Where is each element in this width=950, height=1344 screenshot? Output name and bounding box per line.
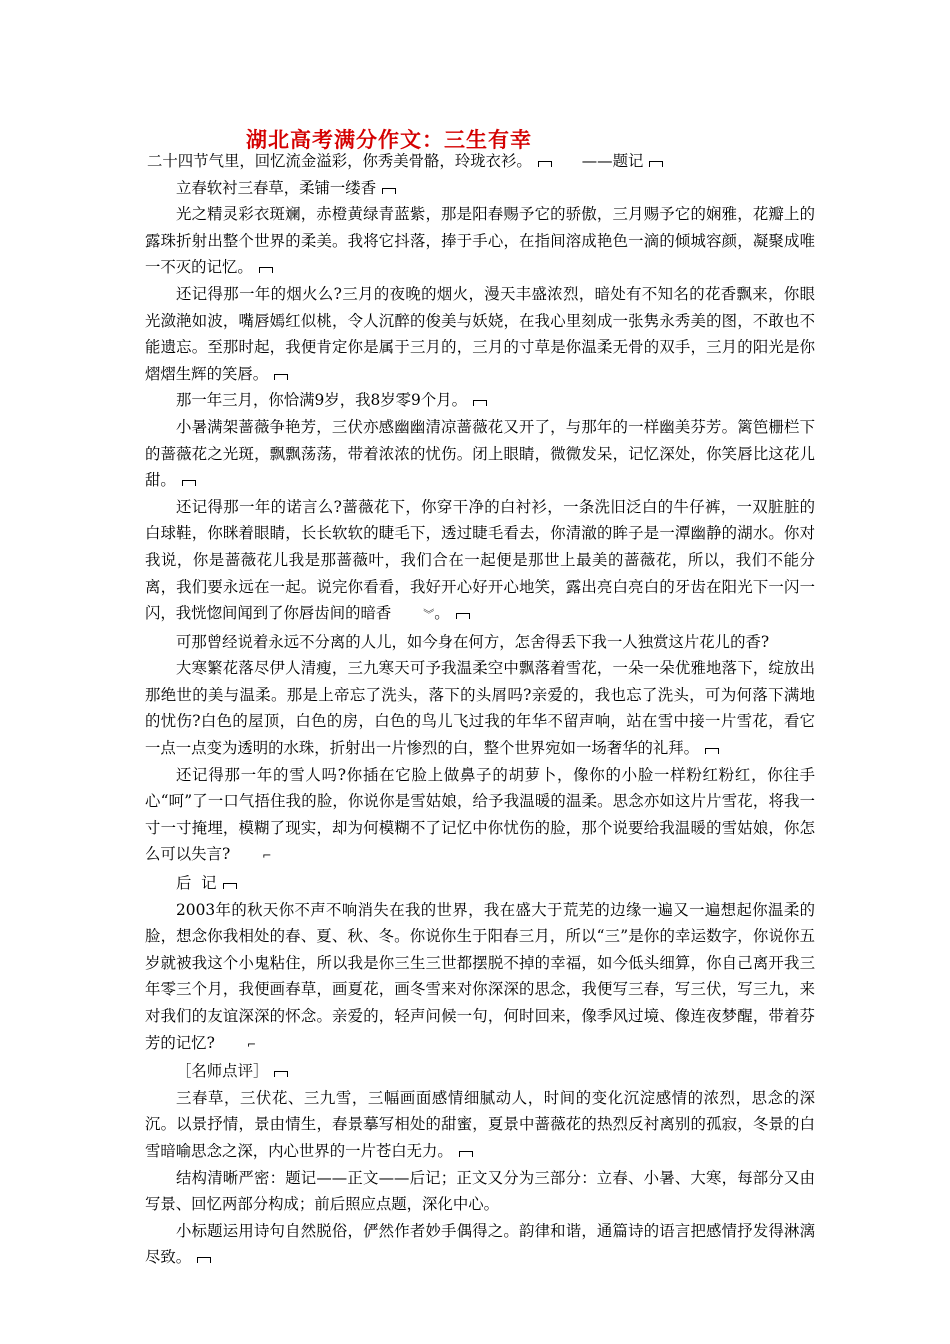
epigraph-label: ——题记 bbox=[581, 152, 644, 170]
paragraph-mark-icon bbox=[705, 748, 719, 754]
paragraph: 三春草，三伏花、三九雪，三幅画面感情细腻动人，时间的变化沉淀感情的浓烈，思念的深沉。以景抒情，景由情生，春景摹写相处的甜蜜，夏景中蔷薇花的热烈反衬离别的孤寂，冬景的白雪暗喻思念之深，内心世界的一片苍白无力。 bbox=[145, 1088, 815, 1160]
paragraph-mark-icon bbox=[197, 1257, 211, 1263]
paragraph: 2003年的秋天你不声不响消失在我的世界，我在盛大于荒芜的边缘一遍又一遍想起你温柔的脸，想念你我相处的春、夏、秋、冬。你说你生于阳春三月，所以“三”是你的幸运数字，你说你五岁就被我这个小鬼粘住，所以我是你三生三世都摆脱不掉的幸福，如今低头细算，你自己离开我三年零三个月，我便画春草，画夏花，画冬雪来对你深深的思念，我便写三春，写三伏，写三九，来对我们的友谊深深的怀念。亲爱的，轻声问候一句，何时回来，像季风过境、像连夜梦醒，带着芬芳的记忆? ⌐ bbox=[145, 897, 815, 1059]
end-mark-icon: ⌐ bbox=[246, 1037, 257, 1051]
paragraph-mark-icon bbox=[182, 480, 196, 486]
paragraph-mark-icon bbox=[259, 267, 273, 273]
paragraph-mark-icon bbox=[649, 161, 663, 167]
paragraph: 还记得那一年的烟火么?三月的夜晚的烟火，漫天丰盛浓烈，暗处有不知名的花香飘来，你眼光潋滟如波，嘴唇嫣红似桃，令人沉醉的俊美与妖娆，在我心里刻成一张隽永秀美的图，不敢也不能遗忘。至那时起，我便肯定你是属于三月的，三月的寸草是你温柔无骨的双手，三月的阳光是你熠熠生辉的笑唇。 bbox=[145, 284, 815, 383]
subheading-spring: 立春软衬三春草，柔铺一缕香 bbox=[145, 175, 815, 202]
paragraph-mark-icon bbox=[473, 400, 487, 406]
paragraph: 可那曾经说着永远不分离的人儿，如今身在何方，怎舍得丢下我一人独赏这片花儿的香? bbox=[176, 632, 770, 651]
paragraph: 还记得那一年的诺言么?蔷薇花下，你穿干净的白衬衫，一条洗旧泛白的牛仔裤，一双脏脏的白球鞋，你眯着眼睛，长长软软的睫毛下，透过睫毛看去，你清澈的眸子是一潭幽静的湖水。你对我说，你是蔷薇花儿我是那蔷薇叶，我们合在一起便是那世上最美的蔷薇花，所以，我们不能分离，我们要永远在一起。说完你看看，我好开心好开心地笑，露出亮白亮白的牙齿在阳光下一闪一闪，我恍惚间闻到了你唇齿间的暗香 ︾。 bbox=[145, 494, 815, 629]
epigraph-line bbox=[145, 148, 815, 175]
paragraph: 小标题运用诗句自然脱俗，俨然作者妙手偶得之。韵律和谐，通篇诗的语言把感情抒发得淋漓尽致。 bbox=[145, 1221, 815, 1267]
paragraph-mark-icon bbox=[274, 374, 288, 380]
subheading-summer: 小暑满架蔷薇争艳芳，三伏亦感幽幽清凉蔷薇花又开了，与那年的一样幽美芬芳。篱笆栅栏下的蔷薇花之光斑，飘飘荡荡，带着浓浓的忧伤。闭上眼睛，微微发呆，记忆深处，你笑唇比这花儿甜。 bbox=[145, 417, 815, 490]
subheading-winter: 大寒繁花落尽伊人清瘦，三九寒天可予我温柔空中飘落着雪花，一朵一朵优雅地落下，绽放出那绝世的美与温柔。那是上帝忘了洗头，落下的头屑吗?亲爱的，我也忘了洗头，可为何落下满地的忧伤?白色的屋顶，白色的房，白色的鸟儿飞过我的年华不留声响，站在雪中接一片雪花，看它一点一点变为透明的水珠，折射出一片惨烈的白，整个世界宛如一场奢华的礼拜。 bbox=[145, 659, 815, 758]
paragraph: 还记得那一年的雪人吗?你插在它脸上做鼻子的胡萝卜，像你的小脸一样粉红粉红，你往手心“呵”了一口气捂住我的脸，你说你是雪姑娘，给予我温暖的温柔。思念亦如这片片雪花，将我一寸一寸掩埋，模糊了现实，却为何模糊不了记忆中你忧伤的脸，那个说要给我温暖的雪姑娘，你怎么可以失言? ⌐ bbox=[145, 762, 815, 870]
paragraph-mark-icon bbox=[538, 161, 552, 167]
scent-symbol-icon: ︾ bbox=[423, 608, 435, 622]
page-title: 湖北高考满分作文：三生有幸 bbox=[246, 127, 532, 152]
paragraph: 光之精灵彩衣斑斓，赤橙黄绿青蓝紫，那是阳春赐予它的骄傲，三月赐予它的娴雅，花瓣上的露珠折射出整个世界的柔美。我将它抖落，捧于手心，在指间溶成艳色一滴的倾城容颜，凝聚成唯一不灭的记忆。 bbox=[145, 205, 815, 277]
afterword-heading: 后 记 bbox=[145, 870, 815, 897]
paragraph: 那一年三月，你恰满9岁，我8岁零9个月。 bbox=[145, 387, 815, 414]
paragraph-mark-icon bbox=[456, 613, 470, 619]
paragraph-mark-icon bbox=[382, 188, 396, 194]
end-mark-icon: ⌐ bbox=[262, 849, 272, 863]
comment-heading: ［名师点评］ bbox=[145, 1058, 815, 1085]
paragraph-mark-icon bbox=[459, 1151, 473, 1157]
article-body bbox=[145, 148, 815, 1271]
paragraph-mark-icon bbox=[274, 1071, 288, 1077]
epigraph-text: 二十四节气里，回忆流金溢彩，你秀美骨骼，玲珑衣衫。 bbox=[147, 152, 532, 170]
paragraph-mark-icon bbox=[223, 883, 237, 889]
paragraph: 结构清晰严密：题记——正文——后记；正文又分为三部分：立春、小暑、大寒，每部分又由写景、回忆两部分构成；前后照应点题，深化中心。 bbox=[145, 1168, 815, 1214]
